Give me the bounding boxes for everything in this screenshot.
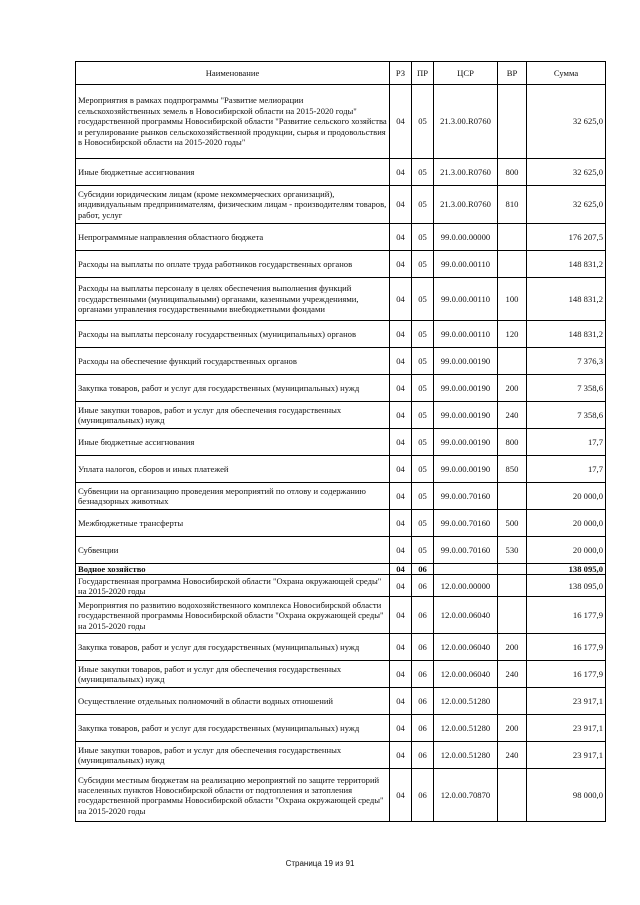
cell-vr bbox=[498, 348, 527, 375]
cell-rz: 04 bbox=[390, 688, 412, 715]
cell-pr: 06 bbox=[412, 688, 434, 715]
cell-csr: 99.0.00.00110 bbox=[434, 251, 498, 278]
cell-csr: 12.0.00.06040 bbox=[434, 597, 498, 634]
cell-rz: 04 bbox=[390, 575, 412, 597]
cell-pr: 05 bbox=[412, 456, 434, 483]
cell-csr: 99.0.00.70160 bbox=[434, 537, 498, 564]
cell-pr: 06 bbox=[412, 661, 434, 688]
cell-csr bbox=[434, 564, 498, 575]
header-sum: Сумма bbox=[527, 62, 606, 85]
cell-sum: 148 831,2 bbox=[527, 278, 606, 321]
cell-name: Субсидии местным бюджетам на реализацию мероприятий по защите территорий населенных пунктов Новосибирской области от подтопления и затопления государственной программы Новосибирской области "Охрана окружающей среды" на 2015-2020 годы bbox=[76, 769, 390, 822]
cell-pr: 05 bbox=[412, 429, 434, 456]
cell-csr: 99.0.00.70160 bbox=[434, 510, 498, 537]
cell-sum: 23 917,1 bbox=[527, 742, 606, 769]
table-row bbox=[76, 510, 606, 537]
cell-rz: 04 bbox=[390, 510, 412, 537]
cell-name: Мероприятия по развитию водохозяйственного комплекса Новосибирской области государственной программы Новосибирской области "Охрана окружающей среды" на 2015-2020 годы bbox=[76, 597, 390, 634]
cell-sum: 176 207,5 bbox=[527, 224, 606, 251]
cell-csr: 99.0.00.00190 bbox=[434, 348, 498, 375]
cell-rz: 04 bbox=[390, 715, 412, 742]
header-csr: ЦСР bbox=[434, 62, 498, 85]
cell-pr: 05 bbox=[412, 85, 434, 159]
table-row bbox=[76, 85, 606, 159]
table-row bbox=[76, 456, 606, 483]
cell-sum: 16 177,9 bbox=[527, 634, 606, 661]
cell-csr: 12.0.00.51280 bbox=[434, 742, 498, 769]
cell-name: Осуществление отдельных полномочий в области водных отношений bbox=[76, 688, 390, 715]
table-row bbox=[76, 634, 606, 661]
cell-rz: 04 bbox=[390, 348, 412, 375]
table-row bbox=[76, 159, 606, 186]
cell-sum: 20 000,0 bbox=[527, 510, 606, 537]
cell-sum: 23 917,1 bbox=[527, 688, 606, 715]
cell-pr: 05 bbox=[412, 159, 434, 186]
cell-sum: 138 095,0 bbox=[527, 575, 606, 597]
table-row bbox=[76, 742, 606, 769]
table-row bbox=[76, 224, 606, 251]
table-row bbox=[76, 251, 606, 278]
table-row bbox=[76, 575, 606, 597]
cell-name: Государственная программа Новосибирской области "Охрана окружающей среды" на 2015-2020 годы bbox=[76, 575, 390, 597]
cell-csr: 21.3.00.R0760 bbox=[434, 186, 498, 224]
table-row bbox=[76, 688, 606, 715]
cell-vr bbox=[498, 597, 527, 634]
table-row bbox=[76, 597, 606, 634]
table-body bbox=[76, 85, 606, 822]
cell-vr bbox=[498, 251, 527, 278]
table-row bbox=[76, 186, 606, 224]
cell-vr bbox=[498, 575, 527, 597]
cell-rz: 04 bbox=[390, 429, 412, 456]
cell-rz: 04 bbox=[390, 251, 412, 278]
cell-pr: 06 bbox=[412, 769, 434, 822]
cell-name: Расходы на обеспечение функций государственных органов bbox=[76, 348, 390, 375]
cell-name: Непрограммные направления областного бюджета bbox=[76, 224, 390, 251]
table-row bbox=[76, 429, 606, 456]
cell-csr: 12.0.00.51280 bbox=[434, 688, 498, 715]
cell-name: Субсидии юридическим лицам (кроме некоммерческих организаций), индивидуальным предпринимателям, физическим лицам - производителям товаров, работ, услуг bbox=[76, 186, 390, 224]
cell-pr: 05 bbox=[412, 510, 434, 537]
cell-pr: 05 bbox=[412, 348, 434, 375]
cell-csr: 99.0.00.00190 bbox=[434, 429, 498, 456]
cell-pr: 05 bbox=[412, 321, 434, 348]
table-header-row bbox=[76, 62, 606, 85]
cell-name: Закупка товаров, работ и услуг для государственных (муниципальных) нужд bbox=[76, 375, 390, 402]
table-row bbox=[76, 564, 606, 575]
table-row bbox=[76, 321, 606, 348]
page-number: Страница 19 из 91 bbox=[285, 859, 355, 868]
cell-name: Расходы на выплаты персоналу в целях обеспечения выполнения функций государственными (муниципальными) органами, казенными учреждениями, органами управления государственными внебюджетными фондами bbox=[76, 278, 390, 321]
cell-rz: 04 bbox=[390, 597, 412, 634]
cell-name: Иные закупки товаров, работ и услуг для обеспечения государственных (муниципальных) нужд bbox=[76, 742, 390, 769]
header-name: Наименование bbox=[76, 62, 390, 85]
cell-name: Иные закупки товаров, работ и услуг для обеспечения государственных (муниципальных) нужд bbox=[76, 402, 390, 429]
table-row bbox=[76, 661, 606, 688]
cell-name: Иные закупки товаров, работ и услуг для обеспечения государственных (муниципальных) нужд bbox=[76, 661, 390, 688]
cell-sum: 32 625,0 bbox=[527, 159, 606, 186]
cell-rz: 04 bbox=[390, 742, 412, 769]
cell-vr: 800 bbox=[498, 159, 527, 186]
table-row bbox=[76, 769, 606, 822]
cell-pr: 05 bbox=[412, 278, 434, 321]
cell-vr: 800 bbox=[498, 429, 527, 456]
cell-vr: 200 bbox=[498, 634, 527, 661]
cell-pr: 06 bbox=[412, 575, 434, 597]
table-row bbox=[76, 278, 606, 321]
cell-vr bbox=[498, 688, 527, 715]
cell-vr: 530 bbox=[498, 537, 527, 564]
cell-sum: 148 831,2 bbox=[527, 251, 606, 278]
cell-pr: 06 bbox=[412, 564, 434, 575]
cell-name: Межбюджетные трансферты bbox=[76, 510, 390, 537]
cell-pr: 05 bbox=[412, 186, 434, 224]
cell-vr: 120 bbox=[498, 321, 527, 348]
table-row bbox=[76, 715, 606, 742]
cell-rz: 04 bbox=[390, 159, 412, 186]
cell-vr: 810 bbox=[498, 186, 527, 224]
cell-rz: 04 bbox=[390, 634, 412, 661]
table-row bbox=[76, 348, 606, 375]
cell-rz: 04 bbox=[390, 564, 412, 575]
cell-sum: 32 625,0 bbox=[527, 85, 606, 159]
cell-rz: 04 bbox=[390, 661, 412, 688]
cell-rz: 04 bbox=[390, 402, 412, 429]
cell-csr: 12.0.00.06040 bbox=[434, 634, 498, 661]
cell-name: Иные бюджетные ассигнования bbox=[76, 429, 390, 456]
cell-vr: 200 bbox=[498, 715, 527, 742]
cell-rz: 04 bbox=[390, 375, 412, 402]
header-vr: ВР bbox=[498, 62, 527, 85]
cell-pr: 06 bbox=[412, 715, 434, 742]
header-rz: РЗ bbox=[390, 62, 412, 85]
cell-sum: 17,7 bbox=[527, 456, 606, 483]
cell-name: Уплата налогов, сборов и иных платежей bbox=[76, 456, 390, 483]
cell-rz: 04 bbox=[390, 456, 412, 483]
cell-name: Субвенции на организацию проведения мероприятий по отлову и содержанию безнадзорных животных bbox=[76, 483, 390, 510]
cell-pr: 05 bbox=[412, 483, 434, 510]
cell-vr bbox=[498, 564, 527, 575]
cell-name: Субвенции bbox=[76, 537, 390, 564]
cell-sum: 148 831,2 bbox=[527, 321, 606, 348]
cell-csr: 99.0.00.00190 bbox=[434, 375, 498, 402]
cell-csr: 99.0.00.00110 bbox=[434, 278, 498, 321]
cell-name: Расходы на выплаты персоналу государственных (муниципальных) органов bbox=[76, 321, 390, 348]
cell-pr: 05 bbox=[412, 537, 434, 564]
cell-csr: 12.0.00.70870 bbox=[434, 769, 498, 822]
cell-sum: 7 376,3 bbox=[527, 348, 606, 375]
cell-rz: 04 bbox=[390, 769, 412, 822]
cell-sum: 20 000,0 bbox=[527, 483, 606, 510]
cell-csr: 12.0.00.06040 bbox=[434, 661, 498, 688]
budget-table bbox=[75, 61, 606, 822]
cell-pr: 05 bbox=[412, 224, 434, 251]
cell-rz: 04 bbox=[390, 85, 412, 159]
cell-vr: 240 bbox=[498, 402, 527, 429]
cell-rz: 04 bbox=[390, 537, 412, 564]
cell-vr bbox=[498, 85, 527, 159]
table-row bbox=[76, 375, 606, 402]
cell-rz: 04 bbox=[390, 483, 412, 510]
cell-csr: 99.0.00.70160 bbox=[434, 483, 498, 510]
cell-sum: 16 177,9 bbox=[527, 661, 606, 688]
cell-name: Мероприятия в рамках подпрограммы "Развитие мелиорации сельскохозяйственных земель в Новосибирской области на 2015-2020 годы" государственной программы Новосибирской области "Развитие сельского хозяйства и регулирование рынков сельскохозяйственной продукции, сырья и продовольствия в Новосибирской области на 2015-2020 годы" bbox=[76, 85, 390, 159]
cell-sum: 16 177,9 bbox=[527, 597, 606, 634]
cell-pr: 05 bbox=[412, 375, 434, 402]
cell-csr: 99.0.00.00110 bbox=[434, 321, 498, 348]
cell-pr: 05 bbox=[412, 402, 434, 429]
cell-vr: 500 bbox=[498, 510, 527, 537]
cell-name: Расходы на выплаты по оплате труда работников государственных органов bbox=[76, 251, 390, 278]
cell-sum: 98 000,0 bbox=[527, 769, 606, 822]
cell-vr bbox=[498, 483, 527, 510]
cell-vr: 240 bbox=[498, 742, 527, 769]
cell-sum: 20 000,0 bbox=[527, 537, 606, 564]
table-row bbox=[76, 483, 606, 510]
cell-pr: 06 bbox=[412, 597, 434, 634]
cell-vr: 850 bbox=[498, 456, 527, 483]
cell-csr: 21.3.00.R0760 bbox=[434, 159, 498, 186]
cell-csr: 99.0.00.00000 bbox=[434, 224, 498, 251]
cell-pr: 05 bbox=[412, 251, 434, 278]
cell-pr: 06 bbox=[412, 634, 434, 661]
cell-sum: 23 917,1 bbox=[527, 715, 606, 742]
cell-sum: 138 095,0 bbox=[527, 564, 606, 575]
cell-rz: 04 bbox=[390, 321, 412, 348]
cell-csr: 21.3.00.R0760 bbox=[434, 85, 498, 159]
cell-sum: 7 358,6 bbox=[527, 375, 606, 402]
cell-name: Закупка товаров, работ и услуг для государственных (муниципальных) нужд bbox=[76, 715, 390, 742]
cell-csr: 12.0.00.00000 bbox=[434, 575, 498, 597]
cell-sum: 32 625,0 bbox=[527, 186, 606, 224]
cell-vr bbox=[498, 769, 527, 822]
cell-rz: 04 bbox=[390, 278, 412, 321]
cell-name: Закупка товаров, работ и услуг для государственных (муниципальных) нужд bbox=[76, 634, 390, 661]
table-row bbox=[76, 537, 606, 564]
cell-csr: 99.0.00.00190 bbox=[434, 456, 498, 483]
header-pr: ПР bbox=[412, 62, 434, 85]
cell-pr: 06 bbox=[412, 742, 434, 769]
cell-csr: 12.0.00.51280 bbox=[434, 715, 498, 742]
cell-rz: 04 bbox=[390, 186, 412, 224]
cell-vr bbox=[498, 224, 527, 251]
cell-rz: 04 bbox=[390, 224, 412, 251]
cell-name: Иные бюджетные ассигнования bbox=[76, 159, 390, 186]
table-row bbox=[76, 402, 606, 429]
cell-sum: 17,7 bbox=[527, 429, 606, 456]
cell-vr: 240 bbox=[498, 661, 527, 688]
cell-sum: 7 358,6 bbox=[527, 402, 606, 429]
cell-vr: 100 bbox=[498, 278, 527, 321]
cell-vr: 200 bbox=[498, 375, 527, 402]
cell-csr: 99.0.00.00190 bbox=[434, 402, 498, 429]
cell-name: Водное хозяйство bbox=[76, 564, 390, 575]
